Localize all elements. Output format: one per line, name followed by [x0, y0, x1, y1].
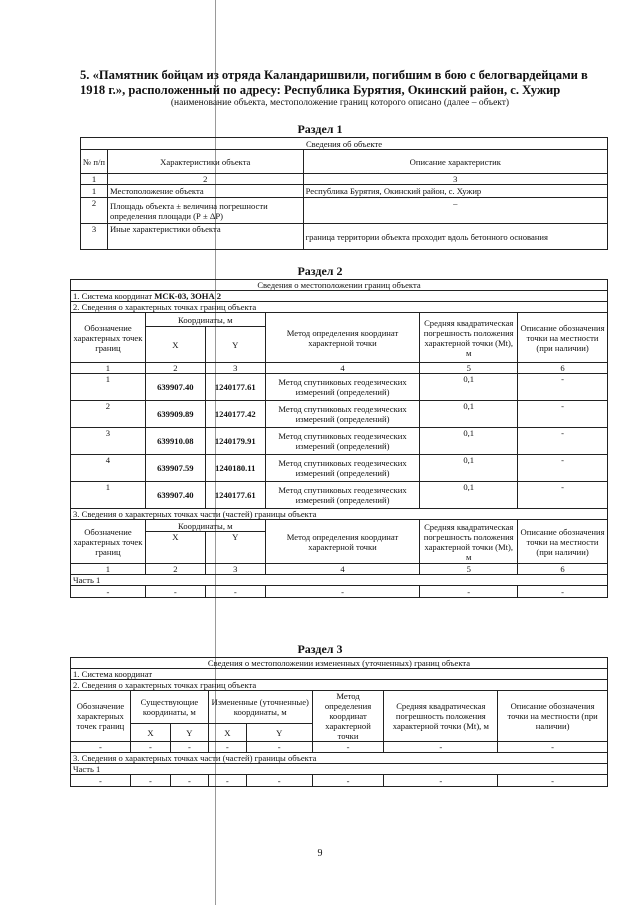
part-label: Часть 1 — [71, 575, 608, 586]
section3-table — [70, 657, 608, 787]
point-id: 4 — [71, 455, 146, 482]
point-method: Метод спутниковых геодезических измерений (определений) — [265, 374, 420, 401]
section2-table — [70, 279, 608, 598]
row-description: Республика Бурятия, Окинский район, с. Хужир — [303, 185, 607, 198]
subsection-heading: 3. Сведения о характерных точках части (частей) границы объекта — [71, 753, 608, 764]
col-method-header: Метод определения координат характерной точки — [265, 520, 420, 564]
col-y-header: Y — [205, 532, 265, 564]
table-row — [71, 401, 608, 428]
empty-cell: - — [208, 742, 246, 753]
col-x-header: X — [145, 532, 205, 564]
col-method-header: Метод определения координат характерной точки — [265, 313, 420, 363]
col-point-header: Обозначение характерных точек границ — [71, 691, 131, 742]
subsection-heading: 2. Сведения о характерных точках границ объекта — [71, 680, 608, 691]
point-mt: 0,1 — [420, 374, 518, 401]
empty-cell: - — [246, 742, 312, 753]
index-cell: 3 — [205, 363, 265, 374]
part-label: Часть 1 — [71, 764, 608, 775]
col-desc-header: Описание обозначения точки на местности (при наличии) — [518, 313, 608, 363]
col-x-header: X — [208, 724, 246, 742]
point-id: 2 — [71, 401, 146, 428]
col-point-header: Обозначение характерных точек границ — [71, 520, 146, 564]
subsection-heading: 3. Сведения о характерных точках части (частей) границы объекта — [71, 509, 608, 520]
table-row — [81, 185, 608, 198]
row-characteristic: Площадь объекта ± величина погрешности определения площади (Р ± ΔР) — [107, 198, 303, 224]
table-row — [81, 198, 608, 224]
col-changed-header: Измененные (уточненные) координаты, м — [208, 691, 312, 724]
col-desc-header: Описание характеристик — [303, 150, 607, 174]
row-number: 2 — [81, 198, 108, 224]
col-desc-header: Описание обозначения точки на местности (при наличии) — [518, 520, 608, 564]
empty-cell: - — [71, 586, 146, 598]
empty-cell: - — [498, 742, 608, 753]
empty-cell: - — [205, 586, 265, 598]
point-id: 1 — [71, 482, 146, 509]
col-x-header: X — [145, 327, 205, 363]
empty-cell: - — [384, 742, 498, 753]
point-id: 1 — [71, 374, 146, 401]
empty-cell: - — [518, 586, 608, 598]
empty-cell: - — [71, 775, 131, 787]
point-mt: 0,1 — [420, 455, 518, 482]
row-characteristic: Местоположение объекта — [107, 185, 303, 198]
col-rms-header: Средняя квадратическая погрешность положения характерной точки (Mt), м — [384, 691, 498, 742]
index-cell: 6 — [518, 564, 608, 575]
point-mt: 0,1 — [420, 482, 518, 509]
index-cell: 5 — [420, 564, 518, 575]
col-point-header: Обозначение характерных точек границ — [71, 313, 146, 363]
section3-caption: Сведения о местоположении измененных (уточненных) границ объекта — [71, 658, 608, 669]
subsection-heading: 2. Сведения о характерных точках границ объекта — [71, 302, 608, 313]
point-id: 3 — [71, 428, 146, 455]
document-subtitle: (наименование объекта, местоположение границ которого описано (далее – объект) — [170, 98, 510, 108]
point-desc: - — [518, 401, 608, 428]
empty-cell: - — [312, 775, 384, 787]
empty-cell: - — [265, 586, 420, 598]
table-row — [71, 775, 608, 787]
point-mt: 0,1 — [420, 428, 518, 455]
row-number: 3 — [81, 224, 108, 250]
point-desc: - — [518, 482, 608, 509]
point-y: 1240177.42 — [205, 401, 265, 428]
index-cell: 3 — [205, 564, 265, 575]
col-char-header: Характеристики объекта — [107, 150, 303, 174]
row-characteristic: Иные характеристики объекта — [107, 224, 303, 250]
table-row — [81, 224, 608, 250]
point-y: 1240180.11 — [205, 455, 265, 482]
point-method: Метод спутниковых геодезических измерений (определений) — [265, 482, 420, 509]
empty-cell: - — [170, 742, 208, 753]
row-number: 1 — [81, 185, 108, 198]
empty-cell: - — [145, 586, 205, 598]
index-cell: 4 — [265, 363, 420, 374]
index-cell: 2 — [145, 363, 205, 374]
document-title: 5. «Памятник бойцам из отряда Каландаришвили, погибшим в бою с белогвардейцами в 1918 г.», расположенный по адресу: Республика Бурятия, Окинский район, с. Хужир — [80, 68, 588, 97]
coordinate-system-row — [71, 291, 608, 302]
empty-cell: - — [71, 742, 131, 753]
table-row — [71, 428, 608, 455]
point-x: 639909.89 — [145, 401, 205, 428]
index-cell: 6 — [518, 363, 608, 374]
col-method-header: Метод определения координат характерной точки — [312, 691, 384, 742]
empty-cell: - — [130, 775, 170, 787]
index-cell: 2 — [107, 174, 303, 185]
coordinate-system-row: 1. Система координат — [71, 669, 608, 680]
point-y: 1240179.91 — [205, 428, 265, 455]
section2-caption: Сведения о местоположении границ объекта — [71, 280, 608, 291]
index-cell: 1 — [71, 564, 146, 575]
section3-heading: Раздел 3 — [297, 642, 343, 656]
point-desc: - — [518, 455, 608, 482]
coordinate-system-label: 1. Система координат — [73, 291, 153, 301]
index-cell: 3 — [303, 174, 607, 185]
col-rms-header: Средняя квадратическая погрешность положения характерной точки (Mt), м — [420, 313, 518, 363]
point-x: 639907.40 — [145, 482, 205, 509]
point-x: 639910.08 — [145, 428, 205, 455]
empty-cell: - — [498, 775, 608, 787]
index-cell: 1 — [71, 363, 146, 374]
point-x: 639907.59 — [145, 455, 205, 482]
point-y: 1240177.61 — [205, 374, 265, 401]
point-mt: 0,1 — [420, 401, 518, 428]
point-desc: - — [518, 374, 608, 401]
col-y-header: Y — [170, 724, 208, 742]
index-cell: 1 — [81, 174, 108, 185]
col-coords-header: Координаты, м — [145, 520, 265, 532]
table-row — [71, 482, 608, 509]
empty-cell: - — [384, 775, 498, 787]
col-num-header: № п/п — [81, 150, 108, 174]
col-y-header: Y — [246, 724, 312, 742]
empty-cell: - — [130, 742, 170, 753]
point-y: 1240177.61 — [205, 482, 265, 509]
table-row — [71, 455, 608, 482]
empty-cell: - — [246, 775, 312, 787]
row-description: граница территории объекта проходит вдоль бетонного основания — [303, 224, 607, 250]
empty-cell: - — [208, 775, 246, 787]
table-row — [71, 742, 608, 753]
coordinate-system-value: МСК-03, ЗОНА 2 — [154, 291, 222, 301]
point-method: Метод спутниковых геодезических измерений (определений) — [265, 401, 420, 428]
col-coords-header: Координаты, м — [145, 313, 265, 327]
point-x: 639907.40 — [145, 374, 205, 401]
index-cell: 5 — [420, 363, 518, 374]
table-row — [71, 586, 608, 598]
col-y-header: Y — [205, 327, 265, 363]
section1-caption: Сведения об объекте — [81, 138, 608, 150]
page-number: 9 — [317, 848, 323, 859]
col-desc-header: Описание обозначения точки на местности (при наличии) — [498, 691, 608, 742]
col-existing-header: Существующие координаты, м — [130, 691, 208, 724]
section1-heading: Раздел 1 — [297, 122, 343, 136]
index-cell: 4 — [265, 564, 420, 575]
section1-table — [80, 137, 608, 250]
point-desc: - — [518, 428, 608, 455]
section2-heading: Раздел 2 — [297, 264, 343, 278]
point-method: Метод спутниковых геодезических измерений (определений) — [265, 455, 420, 482]
empty-cell: - — [420, 586, 518, 598]
col-rms-header: Средняя квадратическая погрешность положения характерной точки (Mt), м — [420, 520, 518, 564]
row-description: – — [303, 198, 607, 224]
index-cell: 2 — [145, 564, 205, 575]
empty-cell: - — [312, 742, 384, 753]
point-method: Метод спутниковых геодезических измерений (определений) — [265, 428, 420, 455]
table-row — [71, 374, 608, 401]
empty-cell: - — [170, 775, 208, 787]
col-x-header: X — [130, 724, 170, 742]
